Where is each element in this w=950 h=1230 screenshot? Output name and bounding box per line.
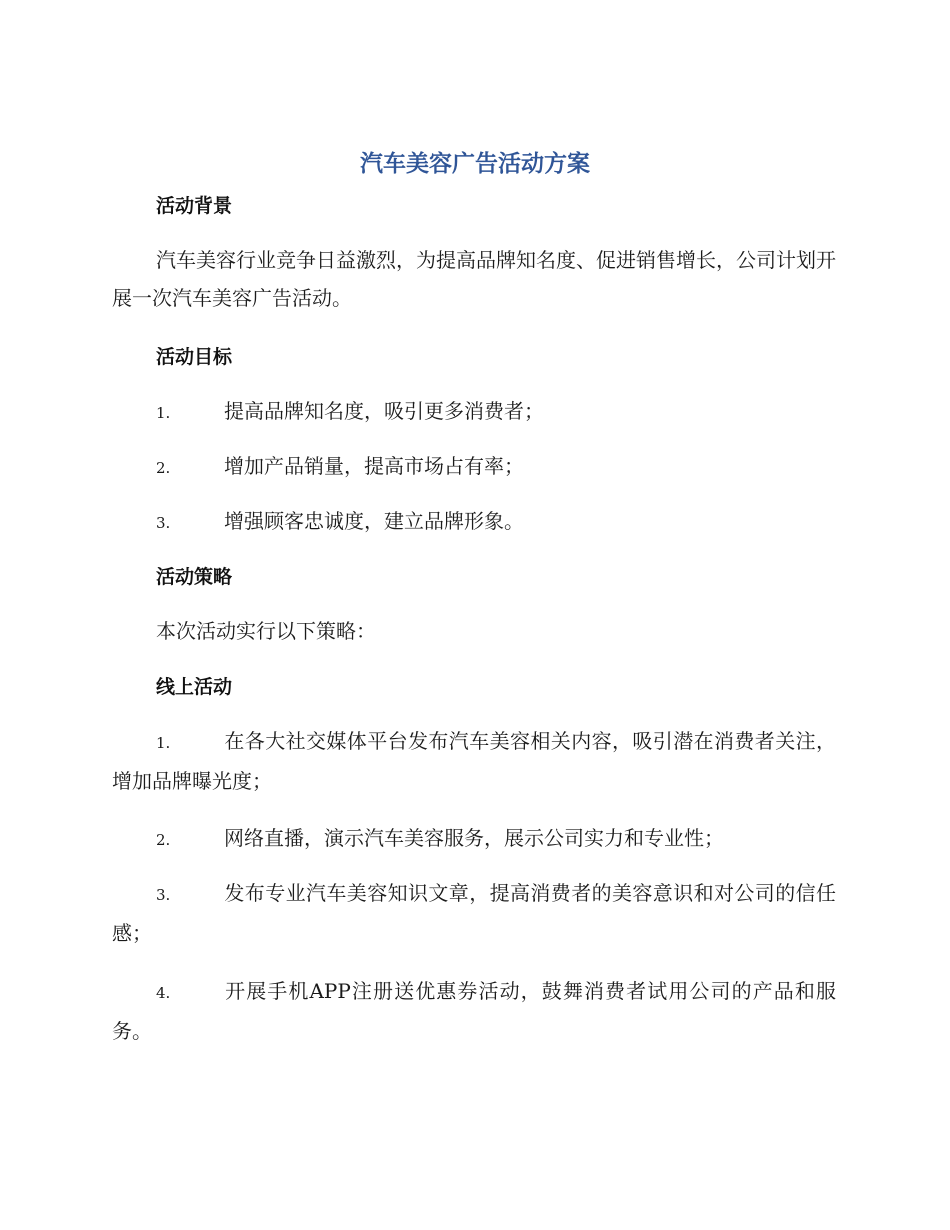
- list-text: 在各大社交媒体平台发布汽车美容相关内容，吸引潜在消费者关注，增加品牌曝光度；: [112, 729, 836, 793]
- list-text: 增强顾客忠诚度，建立品牌形象。: [224, 509, 524, 533]
- list-text: 发布专业汽车美容知识文章，提高消费者的美容意识和对公司的信任感；: [112, 881, 836, 945]
- goal-item: [112, 447, 836, 487]
- list-text: 网络直播，演示汽车美容服务，展示公司实力和专业性；: [224, 826, 724, 850]
- online-item: [112, 819, 836, 859]
- strategy-paragraph: 本次活动实行以下策略：: [156, 619, 376, 643]
- list-number: 4.: [156, 984, 171, 1002]
- list-number: 1.: [156, 404, 171, 422]
- list-text: 开展手机APP注册送优惠券活动，鼓舞消费者试用公司的产品和服务。: [112, 979, 836, 1043]
- online-item: [112, 722, 836, 800]
- document-title: 汽车美容广告活动方案: [360, 151, 590, 177]
- goal-item: [112, 502, 836, 542]
- list-text: 提高品牌知名度，吸引更多消费者；: [224, 399, 544, 423]
- goal-item: [112, 392, 836, 432]
- background-paragraph: 汽车美容行业竞争日益激烈，为提高品牌知名度、促进销售增长，公司计划开展一次汽车美容广告活动。: [112, 248, 836, 310]
- online-item: [112, 972, 836, 1050]
- list-number: 2.: [156, 459, 171, 477]
- section-heading-background: 活动背景: [156, 195, 233, 217]
- list-text: 增加产品销量，提高市场占有率；: [224, 454, 524, 478]
- online-item: [112, 874, 836, 952]
- list-number: 2.: [156, 831, 171, 849]
- section-heading-goals: 活动目标: [156, 346, 233, 368]
- list-number: 3.: [156, 886, 171, 904]
- section-heading-strategy: 活动策略: [156, 566, 233, 588]
- list-number: 3.: [156, 514, 171, 532]
- section-heading-online: 线上活动: [156, 676, 233, 698]
- list-number: 1.: [156, 734, 171, 752]
